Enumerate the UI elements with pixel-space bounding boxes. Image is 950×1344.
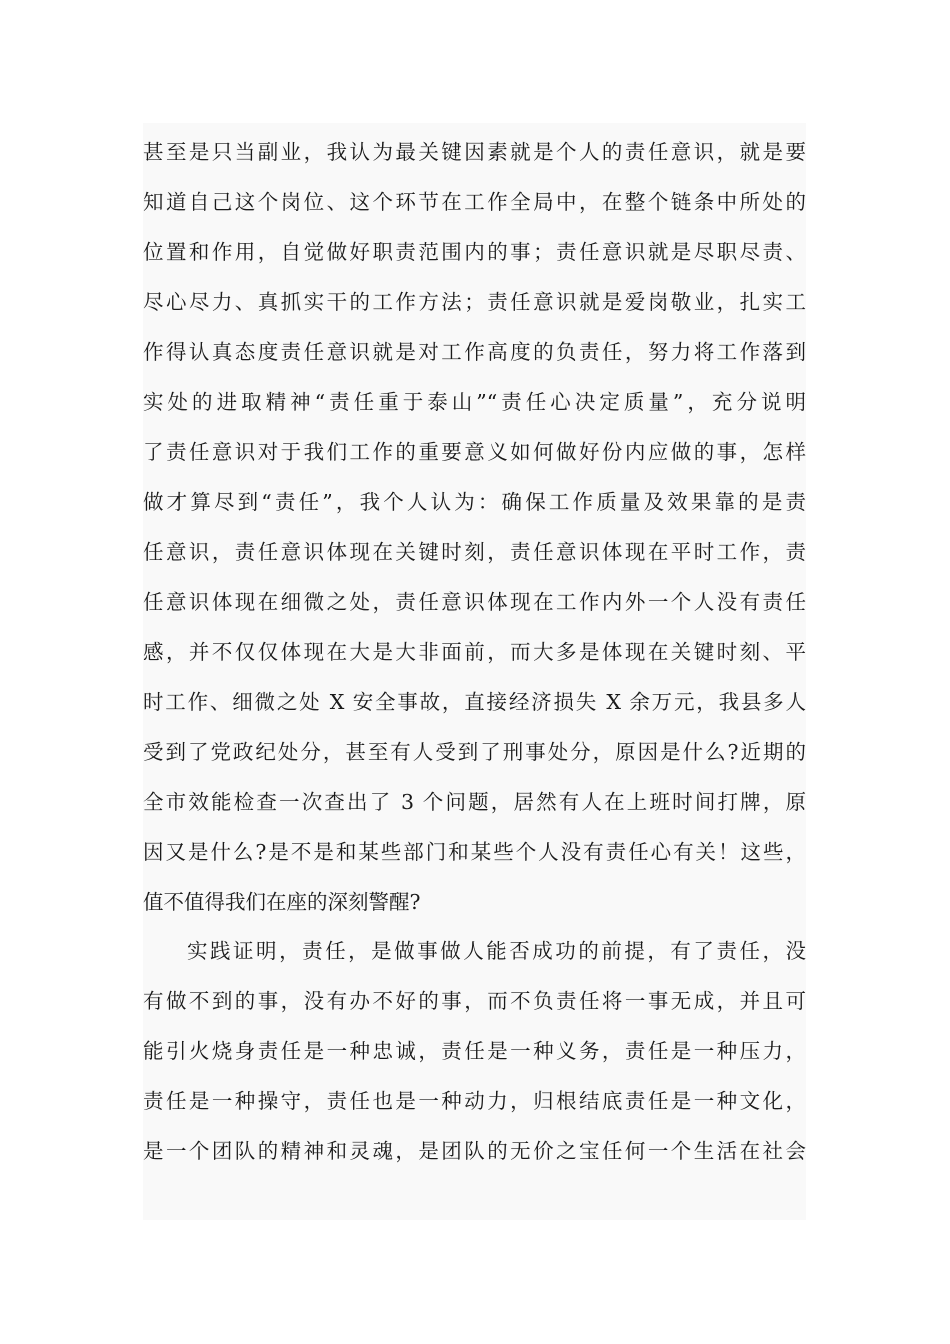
text-line: 因又是什么?是不是和某些部门和某些个人没有责任心有关！这些，	[143, 840, 806, 864]
text-line: 实践证明，责任，是做事做人能否成功的前提，有了责任，没	[187, 939, 806, 963]
document-body	[143, 123, 806, 1220]
text-line: 时工作、细微之处 X 安全事故，直接经济损失 X 余万元，我县多人	[143, 690, 806, 714]
text-line: 是一个团队的精神和灵魂，是团队的无价之宝任何一个生活在社会	[143, 1139, 806, 1163]
text-line: 感，并不仅仅体现在大是大非面前，而大多是体现在关键时刻、平	[143, 640, 806, 664]
paragraph-2	[143, 926, 806, 1176]
text-line: 任意识，责任意识体现在关键时刻，责任意识体现在平时工作，责	[143, 540, 806, 564]
text-line: 尽心尽力、真抓实干的工作方法；责任意识就是爱岗敬业，扎实工	[143, 290, 806, 314]
text-line: 能引火烧身责任是一种忠诚，责任是一种义务，责任是一种压力，	[143, 1039, 806, 1063]
text-line: 责任是一种操守，责任也是一种动力，归根结底责任是一种文化，	[143, 1089, 806, 1113]
text-line: 甚至是只当副业，我认为最关键因素就是个人的责任意识，就是要	[143, 140, 806, 164]
text-line: 做才算尽到“责任”，我个人认为：确保工作质量及效果靠的是责	[143, 490, 806, 514]
paragraph-1	[143, 127, 806, 927]
text-line: 任意识体现在细微之处，责任意识体现在工作内外一个人没有责任	[143, 590, 806, 614]
text-line: 有做不到的事，没有办不好的事，而不负责任将一事无成，并且可	[143, 989, 806, 1013]
text-line: 作得认真态度责任意识就是对工作高度的负责任，努力将工作落到	[143, 340, 806, 364]
text-line: 实处的进取精神“责任重于泰山”“责任心决定质量”，充分说明	[143, 390, 806, 414]
text-line: 了责任意识对于我们工作的重要意义如何做好份内应做的事，怎样	[143, 440, 806, 464]
text-line: 受到了党政纪处分，甚至有人受到了刑事处分，原因是什么?近期的	[143, 740, 806, 764]
text-line: 位置和作用，自觉做好职责范围内的事；责任意识就是尽职尽责、	[143, 240, 806, 264]
text-line: 全市效能检查一次查出了 3 个问题，居然有人在上班时间打牌，原	[143, 790, 806, 814]
text-line: 值不值得我们在座的深刻警醒?	[143, 890, 421, 914]
text-line: 知道自己这个岗位、这个环节在工作全局中，在整个链条中所处的	[143, 190, 806, 214]
